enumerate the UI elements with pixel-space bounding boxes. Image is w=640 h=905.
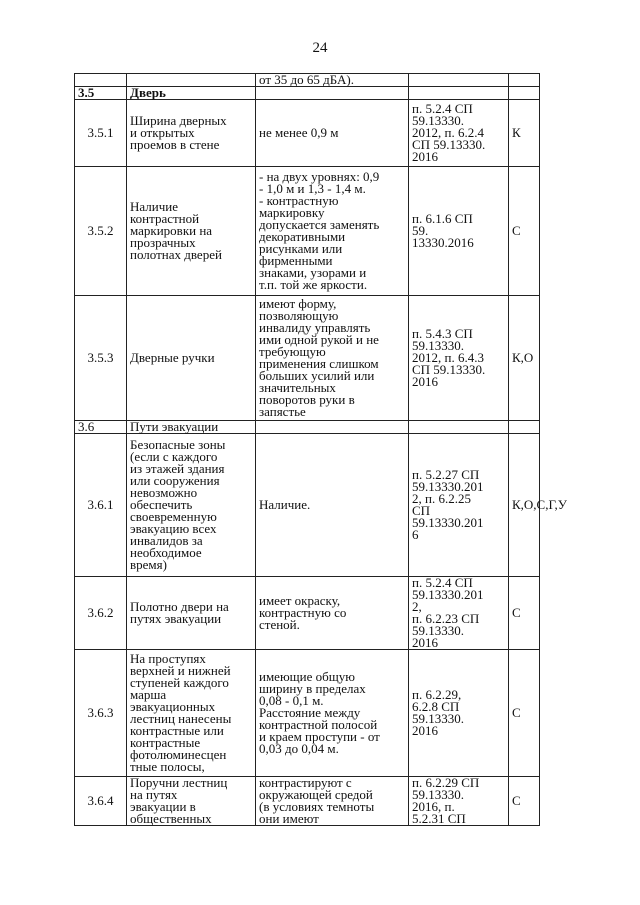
- row-number: 3.5.1: [75, 100, 127, 167]
- row-number: 3.6.4: [75, 777, 127, 826]
- row-reference: п. 5.2.4 СП 59.13330. 2012, п. 6.2.4 СП 59.13330. 2016: [409, 100, 509, 167]
- row-reference: п. 5.4.3 СП 59.13330. 2012, п. 6.4.3 СП 59.13330. 2016: [409, 296, 509, 421]
- row-number: 3.6.3: [75, 650, 127, 777]
- row-reference: п. 6.2.29 СП 59.13330. 2016, п. 5.2.31 СП: [409, 777, 509, 826]
- section-number: 3.5: [75, 87, 127, 100]
- table-row: [75, 296, 540, 421]
- row-category: К,О,С,Г,У: [509, 434, 540, 577]
- row-requirement: имеют форму, позволяющую инвалиду управлять ими одной рукой и не требующую применения слишком больших усилий или значительных поворотов руки в запястье: [256, 296, 409, 421]
- requirements-table: [74, 72, 567, 826]
- row-name: Наличие контрастной маркировки на прозрачных полотнах дверей: [127, 167, 256, 296]
- row-number: 3.5.3: [75, 296, 127, 421]
- row-name: Полотно двери на путях эвакуации: [127, 577, 256, 650]
- row-requirement: не менее 0,9 м: [256, 100, 409, 167]
- row-requirement: - на двух уровнях: 0,9 - 1,0 м и 1,3 - 1,4 м. - контрастную маркировку допускается заменять декоративными рисунками или фирменными знаками, узорами и т.п. той же яркости.: [256, 167, 409, 296]
- row-category: К,О: [509, 296, 540, 421]
- row-reference: п. 5.2.27 СП 59.13330.201 2, п. 6.2.25 СП 59.13330.201 6: [409, 434, 509, 577]
- row-category: С: [509, 577, 540, 650]
- table-row: [75, 100, 540, 167]
- cell-category: [509, 74, 540, 87]
- table-row: [75, 434, 540, 577]
- row-name: Дверные ручки: [127, 296, 256, 421]
- table-row: [75, 650, 540, 777]
- section-row-3-6: [75, 421, 540, 434]
- row-name: Ширина дверных и открытых проемов в стене: [127, 100, 256, 167]
- row-category: С: [509, 650, 540, 777]
- row-number: 3.6.2: [75, 577, 127, 650]
- row-name: Поручни лестниц на путях эвакуации в общественных: [127, 777, 256, 826]
- row-name: На проступях верхней и нижней ступеней каждого марша эвакуационных лестниц нанесены контрастные или контрастные фотолюминесцен тные полосы,: [127, 650, 256, 777]
- section-title: Пути эвакуации: [127, 421, 256, 434]
- row-name: Безопасные зоны (если с каждого из этажей здания или сооружения невозможно обеспечить своевременную эвакуацию всех инвалидов за необходимое время): [127, 434, 256, 577]
- row-reference: п. 5.2.4 СП 59.13330.201 2, п. 6.2.23 СП 59.13330. 2016: [409, 577, 509, 650]
- row-category: К: [509, 100, 540, 167]
- table-row: [75, 577, 540, 650]
- cell-requirement: от 35 до 65 дБА).: [256, 74, 409, 87]
- section-title: Дверь: [127, 87, 256, 100]
- row-reference: п. 6.2.29, 6.2.8 СП 59.13330. 2016: [409, 650, 509, 777]
- section-number: 3.6: [75, 421, 127, 434]
- row-number: 3.5.2: [75, 167, 127, 296]
- row-requirement: Наличие.: [256, 434, 409, 577]
- row-category: С: [509, 167, 540, 296]
- row-requirement: контрастируют с окружающей средой (в условиях темноты они имеют: [256, 777, 409, 826]
- row-number: 3.6.1: [75, 434, 127, 577]
- section-row-3-5: [75, 87, 540, 100]
- row-requirement: имеющие общую ширину в пределах 0,08 - 0,1 м. Расстояние между контрастной полосой и краем проступи - от 0,03 до 0,04 м.: [256, 650, 409, 777]
- row-reference: п. 6.1.6 СП 59. 13330.2016: [409, 167, 509, 296]
- cell-reference: [409, 74, 509, 87]
- page-number: 24: [312, 40, 328, 56]
- row-category: С: [509, 777, 540, 826]
- table-row: [75, 167, 540, 296]
- row-requirement: имеет окраску, контрастную со стеной.: [256, 577, 409, 650]
- table-row: [75, 777, 540, 826]
